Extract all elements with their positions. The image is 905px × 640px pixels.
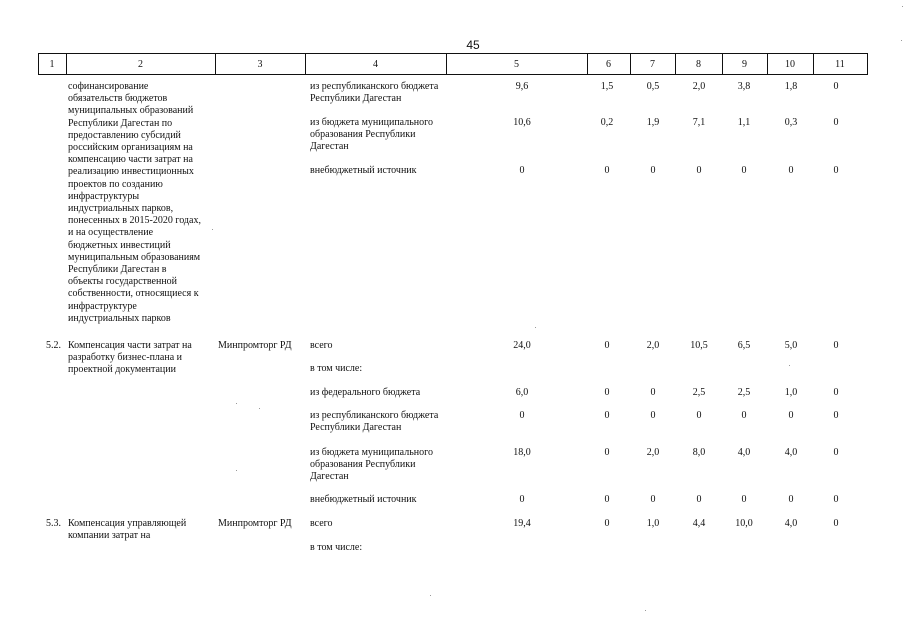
value-cell: 0 xyxy=(604,447,610,458)
scan-speck xyxy=(236,403,237,404)
value-cell: 0 xyxy=(833,387,839,398)
description-line: индустриальных парков, xyxy=(68,203,174,214)
description-line: обязательств бюджетов xyxy=(68,93,168,105)
value-cell: 0 xyxy=(833,117,839,128)
description-line: компенсацию части затрат на xyxy=(68,154,193,166)
value-cell: 10,0 xyxy=(735,518,753,529)
executor: Минпромторг РД xyxy=(218,340,292,351)
description-line: Компенсация управляющей xyxy=(68,518,187,529)
header-col-10: 10 xyxy=(785,59,795,70)
description-line: Республики Дагестан в xyxy=(68,264,167,275)
value-cell: 6,0 xyxy=(515,387,529,398)
value-cell: 0 xyxy=(650,387,656,398)
value-cell: 4,0 xyxy=(784,518,798,529)
header-divider xyxy=(867,53,868,75)
value-cell: 1,0 xyxy=(646,518,660,529)
value-cell: 2,0 xyxy=(692,81,706,92)
value-cell: 0 xyxy=(741,410,747,421)
value-cell: 4,0 xyxy=(784,447,798,458)
value-cell: 0 xyxy=(788,165,794,176)
value-cell: 9,6 xyxy=(515,81,529,92)
source-line: Республики Дагестан xyxy=(310,422,402,434)
value-cell: 0 xyxy=(833,410,839,421)
header-col-9: 9 xyxy=(742,59,747,70)
value-cell: 1,1 xyxy=(737,117,751,128)
value-cell: 0 xyxy=(604,387,610,398)
value-cell: 0 xyxy=(604,340,610,351)
description-line: предоставлению субсидий xyxy=(68,129,181,141)
description-line: компании затрат на xyxy=(68,530,151,542)
value-cell: 0 xyxy=(741,165,747,176)
description-line: индустриальных парков xyxy=(68,312,171,324)
description-line: объекты государственной xyxy=(68,276,178,288)
description-line: муниципальных образований xyxy=(68,105,194,117)
header-col-5: 5 xyxy=(514,59,519,70)
value-cell: 0 xyxy=(833,447,839,458)
description-line: софинансирование xyxy=(68,81,149,92)
value-cell: 0 xyxy=(833,518,839,529)
value-cell: 1,5 xyxy=(600,81,614,92)
description-line: муниципальным образованиям xyxy=(68,251,201,263)
value-cell: 4,0 xyxy=(737,447,751,458)
source-line: образования Республики xyxy=(310,129,416,141)
description-line: проектов по созданию xyxy=(68,178,163,190)
executor: Минпромторг РД xyxy=(218,518,292,529)
source-line: внебюджетный источник xyxy=(310,165,417,176)
description-line: Республики Дагестан по xyxy=(68,117,173,129)
value-cell: 0 xyxy=(833,81,839,92)
header-col-11: 11 xyxy=(835,59,845,70)
description-line: реализацию инвестиционных xyxy=(68,166,194,178)
value-cell: 24,0 xyxy=(513,340,531,351)
scan-speck xyxy=(430,595,431,596)
value-cell: 0 xyxy=(650,494,656,505)
value-cell: 3,8 xyxy=(737,81,751,92)
description-line: бюджетных инвестиций xyxy=(68,239,171,251)
source-line: Дагестан xyxy=(310,471,349,483)
header-col-3: 3 xyxy=(257,59,263,70)
value-cell: 0,2 xyxy=(600,117,614,128)
source-line: всего xyxy=(310,340,333,351)
source-line: внебюджетный источник xyxy=(310,494,417,505)
header-col-6: 6 xyxy=(606,59,611,70)
value-cell: 0,5 xyxy=(646,81,660,92)
header-col-7: 7 xyxy=(650,59,655,70)
value-cell: 8,0 xyxy=(692,447,706,458)
page-number: 45 xyxy=(466,38,480,52)
value-cell: 0 xyxy=(604,165,610,176)
scan-speck xyxy=(259,408,260,409)
value-cell: 0 xyxy=(696,165,702,176)
source-line: из бюджета муниципального xyxy=(310,117,433,128)
value-cell: 0 xyxy=(833,340,839,351)
value-cell: 4,4 xyxy=(692,518,706,529)
value-cell: 0 xyxy=(696,410,702,421)
value-cell: 10,5 xyxy=(690,340,708,351)
description-line: разработку бизнес-плана и xyxy=(68,352,182,364)
scan-speck xyxy=(645,610,646,611)
header-top-border xyxy=(38,53,867,54)
source-line: в том числе: xyxy=(310,542,363,553)
header-bottom-border xyxy=(38,74,867,75)
source-line: Дагестан xyxy=(310,141,349,153)
value-cell: 0 xyxy=(519,165,525,176)
description-line: инфраструктуры xyxy=(68,190,140,202)
value-cell: 0 xyxy=(519,410,525,421)
source-line: всего xyxy=(310,518,333,529)
source-line: из республиканского бюджета xyxy=(310,81,439,92)
value-cell: 0 xyxy=(788,410,794,421)
description-line: Компенсация части затрат на xyxy=(68,340,192,351)
source-line: из бюджета муниципального xyxy=(310,447,433,458)
value-cell: 0 xyxy=(604,518,610,529)
value-cell: 2,0 xyxy=(646,340,660,351)
source-line: из республиканского бюджета xyxy=(310,410,439,421)
value-cell: 1,9 xyxy=(646,117,660,128)
value-cell: 7,1 xyxy=(692,117,706,128)
row-number: 5.2. xyxy=(46,340,61,351)
scan-speck xyxy=(535,327,536,328)
scan-speck xyxy=(236,470,237,471)
header-col-2: 2 xyxy=(138,59,143,70)
row-number: 5.3. xyxy=(46,518,61,529)
value-cell: 18,0 xyxy=(513,447,531,458)
scan-speck xyxy=(212,229,213,230)
value-cell: 2,5 xyxy=(692,387,706,398)
value-cell: 0 xyxy=(650,410,656,421)
description-line: проектной документации xyxy=(68,364,176,376)
source-line: из федерального бюджета xyxy=(310,387,421,398)
value-cell: 0 xyxy=(604,410,610,421)
value-cell: 0 xyxy=(741,494,747,505)
value-cell: 2,0 xyxy=(646,447,660,458)
value-cell: 0 xyxy=(650,165,656,176)
description-line: и на осуществление xyxy=(68,227,154,239)
description-line: инфраструктуре xyxy=(68,300,137,312)
value-cell: 0 xyxy=(696,494,702,505)
value-cell: 0 xyxy=(519,494,525,505)
scan-speck xyxy=(902,6,903,7)
header-col-8: 8 xyxy=(696,59,701,70)
value-cell: 1,0 xyxy=(784,387,798,398)
source-line: в том числе: xyxy=(310,363,363,374)
description-line: российским организациям на xyxy=(68,142,193,153)
value-cell: 0 xyxy=(833,494,839,505)
source-line: Республики Дагестан xyxy=(310,93,402,105)
value-cell: 6,5 xyxy=(737,340,751,351)
value-cell: 10,6 xyxy=(513,117,531,128)
value-cell: 0 xyxy=(788,494,794,505)
value-cell: 0 xyxy=(833,165,839,176)
header-col-1: 1 xyxy=(49,59,55,70)
value-cell: 0 xyxy=(604,494,610,505)
scan-speck xyxy=(901,40,902,41)
value-cell: 1,8 xyxy=(784,81,798,92)
value-cell: 5,0 xyxy=(784,340,798,351)
value-cell: 0,3 xyxy=(784,117,798,128)
value-cell: 2,5 xyxy=(737,387,751,398)
description-line: понесенных в 2015-2020 годах, xyxy=(68,215,201,227)
scan-speck xyxy=(789,365,790,366)
description-line: собственности, относящиеся к xyxy=(68,288,199,300)
value-cell: 19,4 xyxy=(513,518,531,529)
header-col-4: 4 xyxy=(373,59,378,70)
source-line: образования Республики xyxy=(310,459,416,471)
